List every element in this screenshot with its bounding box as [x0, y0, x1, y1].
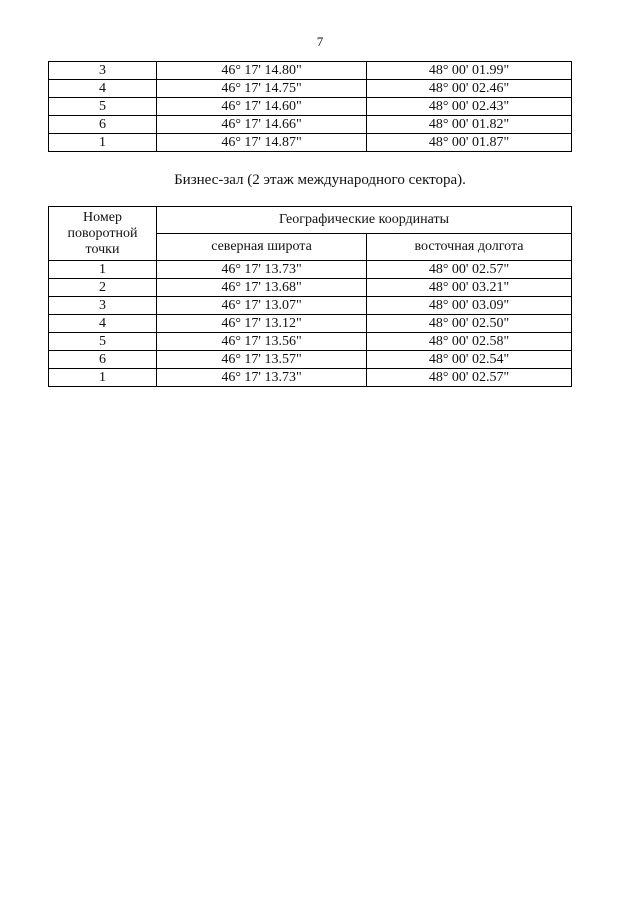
longitude-cell: 48° 00' 02.46"	[367, 80, 572, 98]
latitude-cell: 46° 17' 14.60"	[157, 98, 367, 116]
point-number-cell: 4	[49, 80, 157, 98]
business-lounge-coordinates-table	[48, 206, 572, 387]
longitude-cell: 48° 00' 02.57"	[367, 261, 572, 279]
point-number-cell: 6	[49, 116, 157, 134]
point-number-cell: 1	[49, 261, 157, 279]
latitude-header: северная широта	[157, 234, 367, 261]
longitude-cell: 48° 00' 02.58"	[367, 333, 572, 351]
latitude-cell: 46° 17' 13.68"	[157, 279, 367, 297]
latitude-cell: 46° 17' 14.80"	[157, 62, 367, 80]
point-number-cell: 3	[49, 62, 157, 80]
latitude-cell: 46° 17' 14.66"	[157, 116, 367, 134]
table-row	[49, 279, 572, 297]
point-number-cell: 6	[49, 351, 157, 369]
table-row	[49, 62, 572, 80]
table-row	[49, 315, 572, 333]
longitude-cell: 48° 00' 01.87"	[367, 134, 572, 152]
longitude-cell: 48° 00' 01.82"	[367, 116, 572, 134]
point-number-cell: 3	[49, 297, 157, 315]
point-number-cell: 5	[49, 333, 157, 351]
table-row	[49, 297, 572, 315]
latitude-cell: 46° 17' 13.73"	[157, 369, 367, 387]
section-caption: Бизнес-зал (2 этаж международного сектора).	[174, 172, 466, 188]
latitude-cell: 46° 17' 13.07"	[157, 297, 367, 315]
table-row	[49, 333, 572, 351]
table-row	[49, 98, 572, 116]
longitude-cell: 48° 00' 02.54"	[367, 351, 572, 369]
longitude-header: восточная долгота	[367, 234, 572, 261]
page-number: 7	[316, 34, 324, 49]
longitude-cell: 48° 00' 03.21"	[367, 279, 572, 297]
point-number-cell: 4	[49, 315, 157, 333]
latitude-cell: 46° 17' 13.56"	[157, 333, 367, 351]
longitude-cell: 48° 00' 03.09"	[367, 297, 572, 315]
table-row	[49, 80, 572, 98]
table-row	[49, 116, 572, 134]
coordinates-table-continued	[48, 61, 572, 152]
latitude-cell: 46° 17' 14.75"	[157, 80, 367, 98]
latitude-cell: 46° 17' 14.87"	[157, 134, 367, 152]
point-number-cell: 1	[49, 134, 157, 152]
point-number-cell: 2	[49, 279, 157, 297]
latitude-cell: 46° 17' 13.57"	[157, 351, 367, 369]
latitude-cell: 46° 17' 13.73"	[157, 261, 367, 279]
point-number-cell: 5	[49, 98, 157, 116]
table-row	[49, 369, 572, 387]
table-header-row	[49, 207, 572, 234]
table-row	[49, 351, 572, 369]
latitude-cell: 46° 17' 13.12"	[157, 315, 367, 333]
geographic-coordinates-header: Географические координаты	[157, 207, 572, 234]
table-row	[49, 134, 572, 152]
longitude-cell: 48° 00' 01.99"	[367, 62, 572, 80]
point-number-cell: 1	[49, 369, 157, 387]
longitude-cell: 48° 00' 02.50"	[367, 315, 572, 333]
point-number-header: Номер поворотной точки	[49, 207, 157, 261]
longitude-cell: 48° 00' 02.43"	[367, 98, 572, 116]
longitude-cell: 48° 00' 02.57"	[367, 369, 572, 387]
table-row	[49, 261, 572, 279]
